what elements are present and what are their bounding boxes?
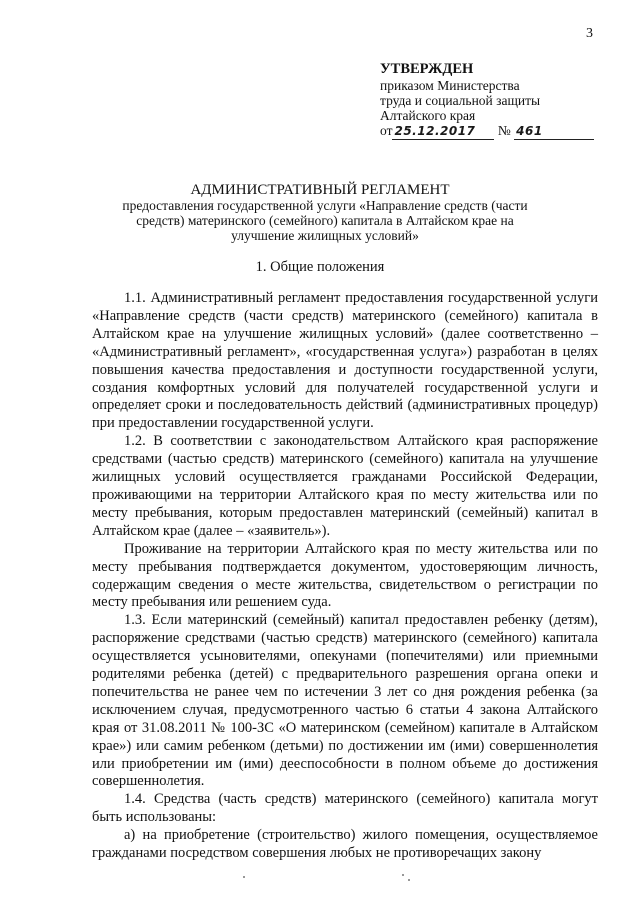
paragraph: 1.3. Если материнский (семейный) капитал предоставлен ребенку (детям), распоряжение средствами (частью средств) материнского (семейного) капитала осуществляется усыновителями, опекунами (попечителями) или приемными родителями ребенка (детей) с предварительного разрешения органа опеки и попечительства не ранее чем по истечении 3 лет со дня рождения ребенка (за исключением случая, предусмотренного частью 6 статьи 4 закона Алтайского края от 31.08.2011 № 100-ЗС «О материнском (семейном) капитале в Алтайском крае») или самим ребенком (детьми) по достижении им (ими) совершеннолетия или приобретении им (ими) дееспособности в полном объеме до достижения совершеннолетия. (92, 612, 598, 790)
document-body (92, 290, 598, 863)
paragraph: 1.2. В соответствии с законодательством Алтайского края распоряжение средствами (частью средств) материнского (семейного) капитала на улучшение жилищных условий осуществляется гражданами Российской Федерации, проживающими на территории Алтайского края по месту жительства или по месту пребывания, которым предоставлен материнский (семейный) капитал в Алтайском крае (далее – «заявитель»). (92, 433, 598, 539)
scan-dot (408, 879, 410, 881)
approval-line: Алтайского края (380, 108, 476, 123)
approval-order-line (380, 123, 594, 140)
approval-number-sign: № (497, 123, 511, 138)
scan-artifacts (0, 872, 640, 892)
approval-line: труда и социальной защиты (380, 93, 541, 108)
approval-line: приказом Министерства (380, 78, 520, 93)
paragraph: 1.4. Средства (часть средств) материнского (семейного) капитала могут быть использованы: (92, 791, 598, 826)
approval-stamp-block (380, 62, 594, 140)
paragraph: а) на приобретение (строительство) жилого помещения, осуществляемое гражданами посредством совершения любых не противоречащих закону (92, 827, 598, 862)
approval-heading: УТВЕРЖДЕН (380, 61, 474, 77)
document-title: АДМИНИСТРАТИВНЫЙ РЕГЛАМЕНТ (190, 182, 450, 198)
handwritten-date: 25.12.2017 (392, 124, 494, 140)
paragraph: 1.1. Административный регламент предоставления государственной услуги «Направление средств (части средств) материнского (семейного) капитала в Алтайском крае на улучшение жилищных условий» (далее соответственно – «Административный регламент», «государственная услуга») разработан в целях повышения качества предоставления и доступности государственной услуги, создания комфортных условий для получателей государственной услуги и определяет сроки и последовательность действий (административных процедур) при предоставлении государственной услуги. (92, 290, 598, 432)
document-subtitle: предоставления государственной услуги «Направление средств (части средств) материнского (семейного) капитала в Алтайском крае на улучшение жилищных условий» (122, 198, 528, 243)
scan-dot (243, 876, 245, 878)
page-number: 3 (586, 26, 593, 41)
scan-dot (402, 874, 404, 876)
handwritten-order-number: 461 (514, 124, 594, 140)
approval-date-prefix: от (380, 123, 393, 138)
paragraph: Проживание на территории Алтайского края по месту жительства или по месту пребывания подтверждается документом, удостоверяющим личность, содержащим сведения о месте жительства, свидетельством о регистрации по месту пребывания или решением суда. (92, 540, 598, 611)
section-title: 1. Общие положения (255, 259, 385, 275)
